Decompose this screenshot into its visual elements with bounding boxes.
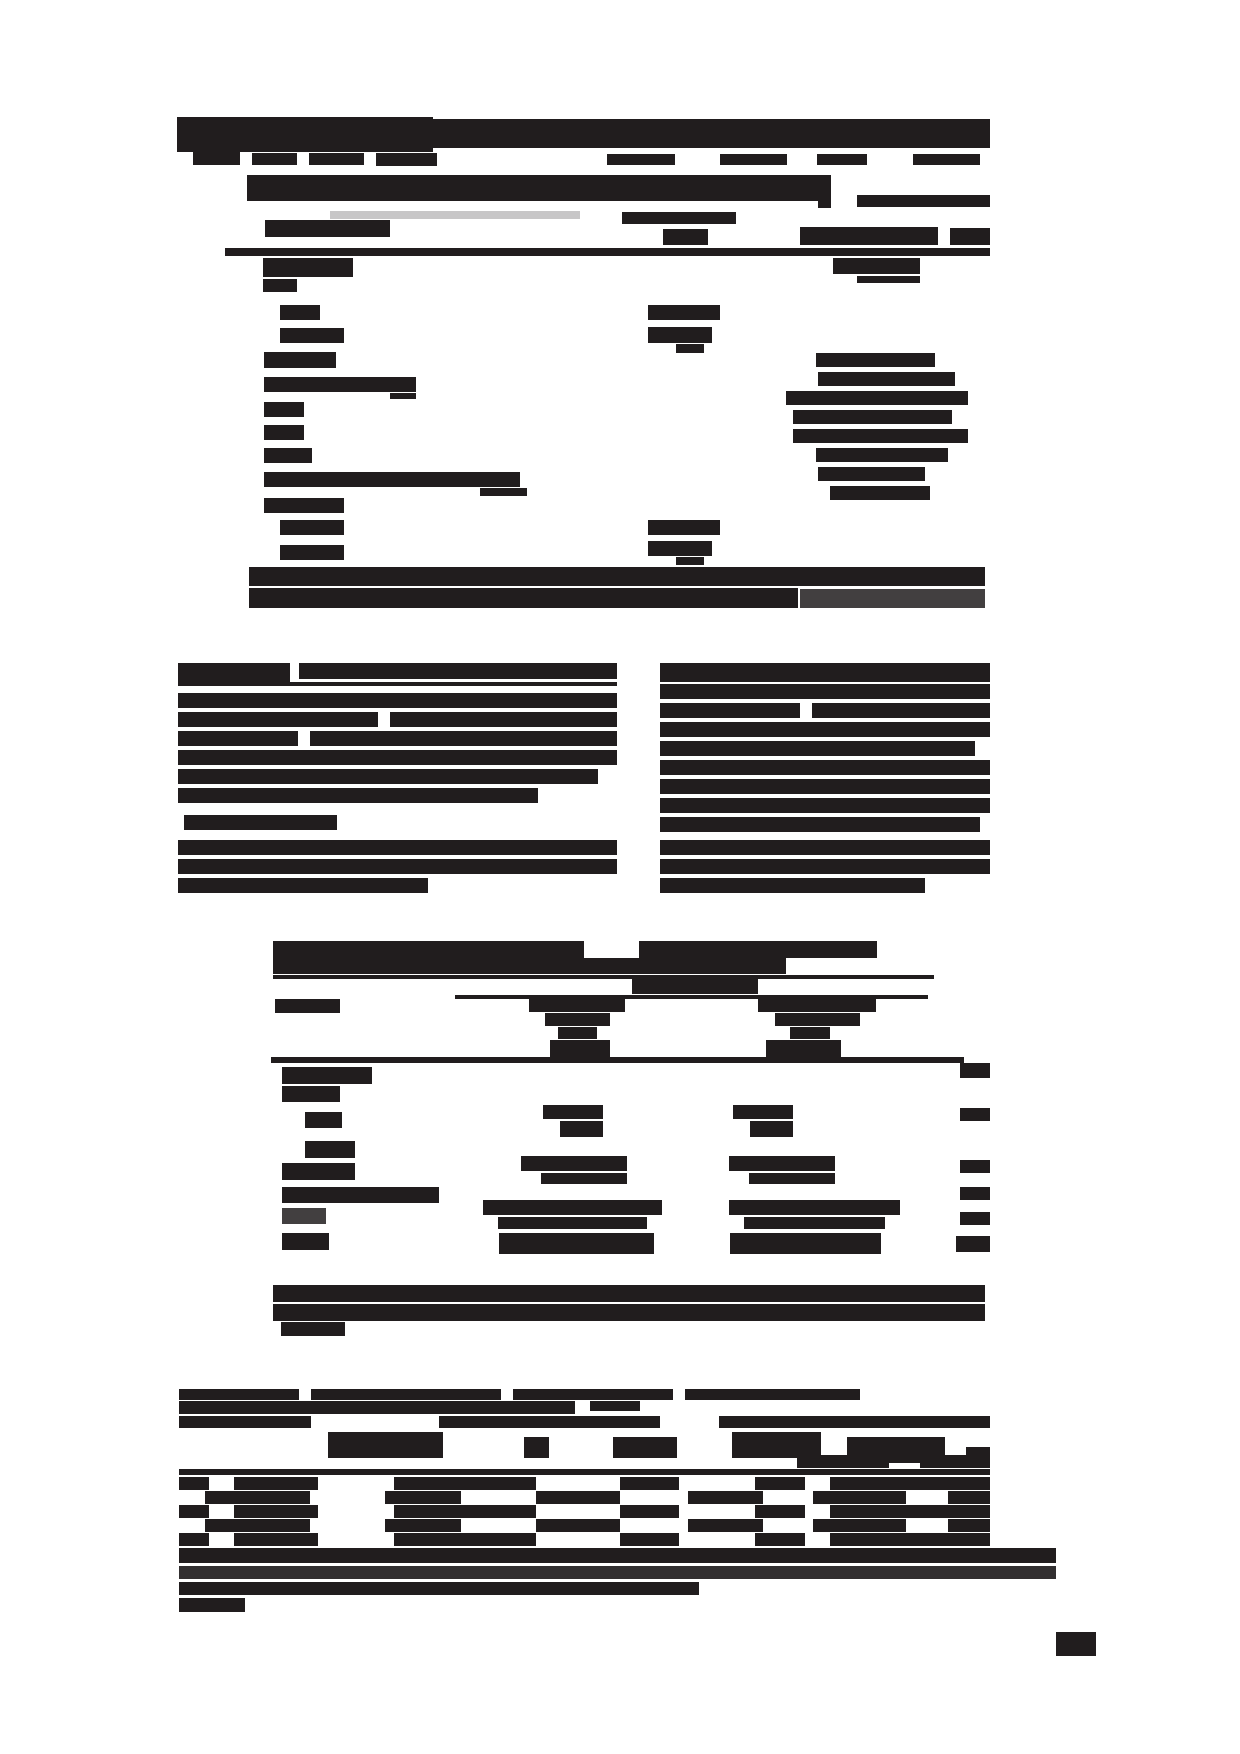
redacted-text-block: [1056, 1632, 1096, 1656]
